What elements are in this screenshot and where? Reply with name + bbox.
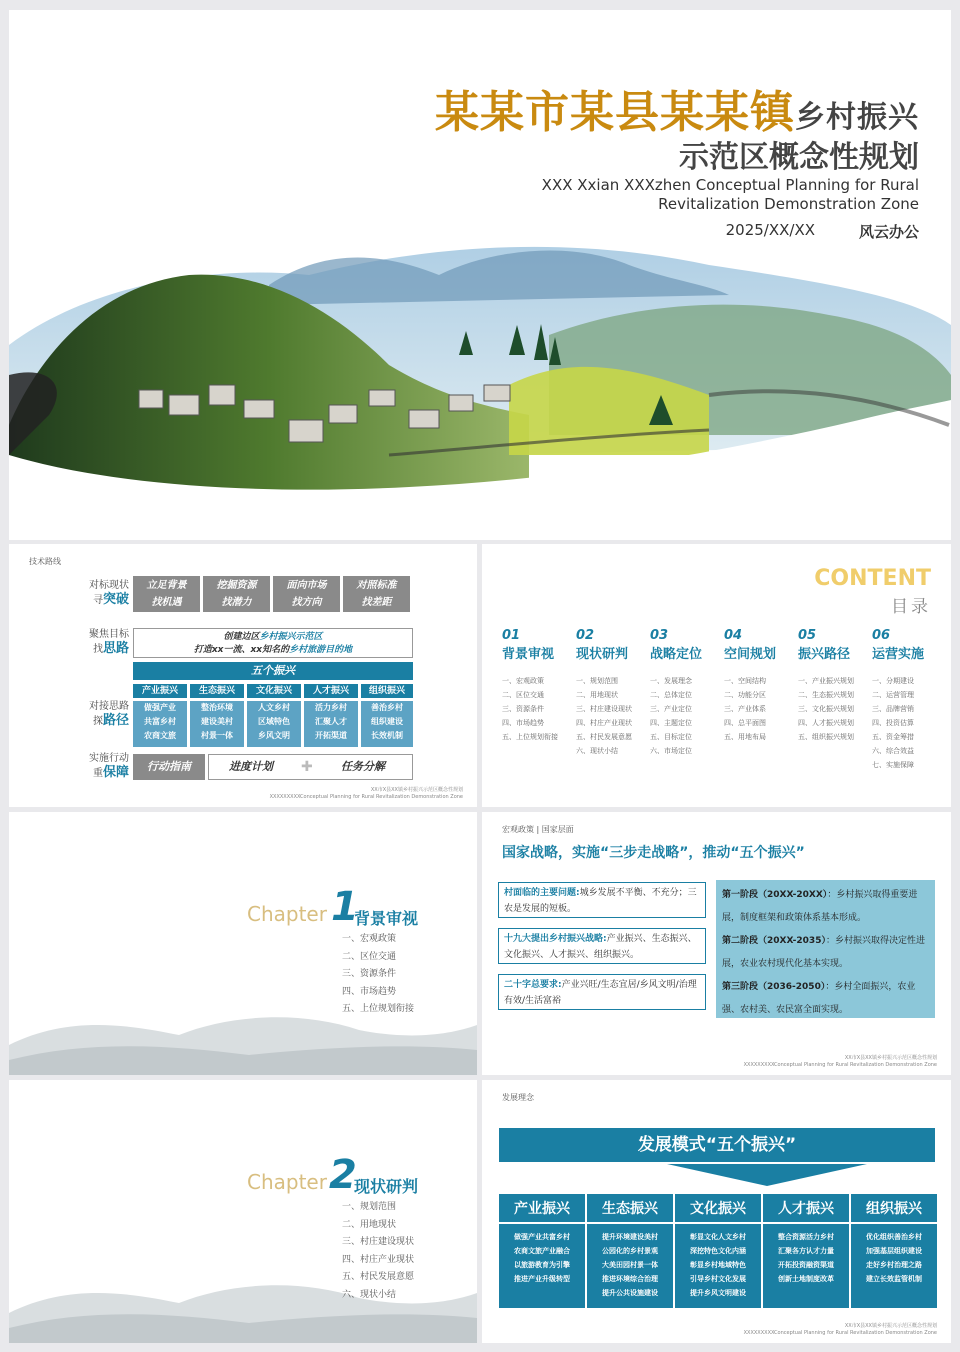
- policy-box-text: 产业兴旺/生态宜居/乡风文明/治理有效/生活富裕: [504, 980, 697, 1006]
- concept-line: 创新土地制度改革: [778, 1275, 834, 1283]
- route-box-line1: 挖掘资源: [216, 580, 257, 591]
- footer-source-en: XXXXXXXXXConceptual Planning for Rural Revitalization Demonstration Zone: [743, 1062, 937, 1068]
- toc-chapter[interactable]: [872, 628, 944, 772]
- task-breakdown-label: 任务分解: [341, 760, 385, 773]
- concept-line: 汇聚各方认才力量: [778, 1247, 834, 1255]
- concept-line: 推进产业升级转型: [514, 1275, 570, 1283]
- toc-item: 五、目标定位: [650, 733, 692, 741]
- five-col-item: 人文乡村: [258, 703, 290, 712]
- row-label-2: [49, 628, 129, 657]
- row-label-pre2: 寻: [92, 595, 103, 606]
- policy-box-text: 产业振兴、生态振兴、文化振兴、人才振兴、组织振兴。: [504, 934, 697, 960]
- goal-line1-highlight: 乡村振兴示范区: [259, 632, 323, 642]
- concept-column-head: 生态振兴: [587, 1194, 673, 1224]
- concept-line: 建立长效监管机制: [866, 1275, 922, 1283]
- policy-title: 国家战略，实施“三步走战略”，推动“五个振兴”: [502, 845, 805, 861]
- toc-item: 二、区位交通: [502, 691, 544, 699]
- route-box-2: [203, 576, 270, 612]
- toc-item: 一、发展理念: [650, 677, 692, 685]
- chapter-item: 三、资源条件: [342, 969, 397, 979]
- toc-item: 一、空间结构: [724, 677, 766, 685]
- toc-item: 五、村民发展意愿: [576, 733, 632, 741]
- footer-source-en: XXXXXXXXXConceptual Planning for Rural Revitalization Demonstration Zone: [743, 1330, 937, 1336]
- toc-item: 五、上位规划衔接: [502, 733, 558, 741]
- concept-column: [851, 1194, 937, 1308]
- five-col-body: [247, 701, 301, 747]
- concept-line: 农商文旅产业融合: [514, 1247, 570, 1255]
- chapter-number: 2: [329, 1152, 357, 1198]
- chapter-word: Chapter: [247, 902, 327, 926]
- five-col-item: 农商文旅: [144, 731, 176, 740]
- footer-source: [270, 787, 463, 801]
- five-col-item: 乡风文明: [258, 731, 290, 740]
- down-arrow-icon: [667, 1164, 867, 1186]
- footer-source-cn: XX市X县XX镇乡村振兴示范区概念性规划: [370, 787, 463, 793]
- footer-source-cn: XX市X县XX镇乡村振兴示范区概念性规划: [844, 1055, 937, 1061]
- chapter-item: 一、宏观政策: [342, 934, 397, 944]
- toc-item: 六、市场定位: [650, 747, 692, 755]
- tech-route-slide: [9, 544, 477, 807]
- toc-item: 六、综合效益: [872, 747, 914, 755]
- row-label-key: 突破: [102, 592, 129, 607]
- toc-item: 三、资源条件: [502, 705, 544, 713]
- concept-column-head: 组织振兴: [851, 1194, 937, 1224]
- five-col-item: 汇聚人才: [315, 717, 347, 726]
- chapter-item: 四、村庄产业现状: [342, 1254, 415, 1265]
- five-col-item: 善治乡村: [371, 703, 403, 712]
- stage-2: [722, 930, 929, 976]
- toc-item: 一、产业振兴规划: [798, 677, 854, 685]
- chapter-item: 二、用地现状: [342, 1219, 397, 1230]
- row-label-pre2: 找: [92, 644, 103, 655]
- toc-chapter[interactable]: [724, 628, 796, 744]
- concept-line: 走好乡村治理之路: [866, 1261, 922, 1269]
- concept-column: [763, 1194, 849, 1308]
- toc-chapter-number: 05: [798, 628, 817, 643]
- route-box-4: [343, 576, 410, 612]
- toc-chapter-title: 战略定位: [650, 647, 703, 662]
- row-label-pre: 聚焦目标: [89, 629, 129, 640]
- concept-label: 发展理念: [502, 1093, 534, 1102]
- toc-item: 二、功能分区: [724, 691, 766, 699]
- toc-chapter-number: 06: [872, 628, 891, 643]
- policy-box-key: 村面临的主要问题:: [504, 888, 580, 898]
- row-label-pre2: 探: [92, 716, 103, 727]
- policy-box-requirement: [498, 974, 706, 1010]
- plus-icon: ✚: [301, 759, 313, 775]
- toc-item: 二、运营管理: [872, 691, 914, 699]
- concept-column-body: [763, 1224, 849, 1292]
- five-col-head: 生态振兴: [190, 684, 244, 698]
- chapter2-slide: [9, 1080, 477, 1343]
- row-label-pre: 实施行动: [89, 753, 129, 764]
- toc-item: 三、品牌营销: [872, 705, 914, 713]
- policy-box-text: 城乡发展不平衡、不充分；三农是发展的短板。: [504, 888, 697, 914]
- toc-item: 四、村庄产业现状: [576, 719, 632, 727]
- chapter1-slide: [9, 812, 477, 1075]
- concept-line: 做强产业共富乡村: [514, 1233, 570, 1241]
- five-col-item: 村景一体: [201, 731, 233, 740]
- concept-column: [499, 1194, 585, 1308]
- policy-slide: [482, 812, 951, 1075]
- concept-line: 深挖特色文化内涵: [690, 1247, 746, 1255]
- toc-item: 三、村庄建设现状: [576, 705, 632, 713]
- concept-column-head: 人才振兴: [763, 1194, 849, 1224]
- concept-slide: [482, 1080, 951, 1343]
- cover-title-main: 某某市某县某某镇: [435, 87, 795, 138]
- toc-item: 三、产业体系: [724, 705, 766, 713]
- toc-chapter-title: 背景审视: [502, 647, 555, 662]
- toc-item: 七、实施保障: [872, 761, 914, 769]
- concept-column-body: [587, 1224, 673, 1306]
- toc-item: 五、组织振兴规划: [798, 733, 854, 741]
- cover-title: [435, 76, 919, 140]
- stage-1: [722, 884, 929, 930]
- five-revitalization-title: 五个振兴: [133, 662, 413, 680]
- toc-item: 六、现状小结: [576, 747, 618, 755]
- toc-item: 二、生态振兴规划: [798, 691, 854, 699]
- plan-task-box: [208, 754, 413, 780]
- toc-chapter-title: 空间规划: [724, 647, 777, 662]
- toc-item: 二、总体定位: [650, 691, 692, 699]
- concept-column: [587, 1194, 673, 1308]
- five-col-body: [304, 701, 358, 747]
- toc-item: 一、分期建设: [872, 677, 914, 685]
- chapter-item: 五、村民发展意愿: [342, 1272, 415, 1282]
- landscape-illustration: [9, 225, 951, 525]
- cover-title-line2: 示范区概念性规划: [679, 140, 919, 175]
- chapter-item: 一、规划范围: [342, 1202, 397, 1212]
- concept-line: 提升乡风文明建设: [690, 1289, 746, 1297]
- action-guide-box: 行动指南: [133, 754, 205, 780]
- five-col-item: 区域特色: [258, 717, 290, 726]
- toc-chapter[interactable]: [650, 628, 722, 758]
- concept-line: 整合资源活力乡村: [778, 1233, 834, 1241]
- chapter-item: 三、村庄建设现状: [342, 1237, 415, 1247]
- five-col-body: [133, 701, 187, 747]
- row-label-1: [49, 579, 129, 608]
- policy-box-strategy: [498, 928, 706, 964]
- goal-line1-pre: 创建边区: [223, 632, 260, 642]
- toc-item: 四、主题定位: [650, 719, 692, 727]
- progress-plan-label: 进度计划: [229, 760, 273, 773]
- five-col-item: 开拓渠道: [315, 731, 347, 740]
- toc-chapter-title: 振兴路径: [798, 647, 851, 662]
- route-box-line1: 立足背景: [146, 580, 187, 591]
- toc-chapter-number: 04: [724, 628, 743, 643]
- row-label-key: 保障: [102, 765, 129, 780]
- chapter-title: 现状研判: [354, 1177, 419, 1196]
- concept-line: 提升公共设施建设: [602, 1289, 658, 1297]
- concept-line: 优化组织善治乡村: [866, 1233, 922, 1241]
- cover-slide: [9, 10, 951, 540]
- stage-key: 第一阶段（20XX-20XX）: [722, 890, 828, 900]
- policy-box-problem: [498, 882, 706, 918]
- toc-item: 五、资金筹措: [872, 733, 914, 741]
- chapter-title: 背景审视: [354, 909, 419, 928]
- chapter-item: 五、上位规划衔接: [342, 1004, 415, 1014]
- goal-box: [133, 628, 413, 658]
- toc-chapter-number: 03: [650, 628, 669, 643]
- toc-item: 一、规划范围: [576, 677, 618, 685]
- cover-date: 2025/XX/XX: [725, 221, 815, 239]
- row-label-pre: 对接思路: [89, 701, 129, 712]
- toc-item: 二、用地现状: [576, 691, 618, 699]
- route-box-line1: 面向市场: [286, 580, 327, 591]
- chapter-number: 1: [331, 884, 359, 930]
- route-box-line1: 对照标准: [356, 580, 397, 591]
- row-label-pre2: 重: [92, 768, 103, 779]
- toc-chapter[interactable]: [576, 628, 648, 758]
- toc-item: 五、用地布局: [724, 733, 766, 741]
- five-col-head: 产业振兴: [133, 684, 187, 698]
- concept-line: 加强基层组织建设: [866, 1247, 922, 1255]
- toc-item: 四、投资估算: [872, 719, 914, 727]
- five-col-item: 建设美村: [201, 717, 233, 726]
- footer-source-cn: XX市X县XX镇乡村振兴示范区概念性规划: [844, 1323, 937, 1329]
- row-label-pre: 对标现状: [89, 580, 129, 591]
- concept-column-head: 产业振兴: [499, 1194, 585, 1224]
- footer-source-en: XXXXXXXXXConceptual Planning for Rural Revitalization Demonstration Zone: [269, 794, 463, 800]
- stage-text: ：乡村振兴取得重要进展，制度框架和政策体系基本形成。: [722, 890, 918, 923]
- five-col-item: 活力乡村: [315, 703, 347, 712]
- toc-item: 三、产业定位: [650, 705, 692, 713]
- route-box-line2: 找方向: [291, 597, 322, 608]
- concept-line: 引导乡村文化发展: [690, 1275, 746, 1283]
- policy-stages-box: [716, 880, 935, 1018]
- toc-item: 四、总平面图: [724, 719, 766, 727]
- chapter-item: 二、区位交通: [342, 951, 397, 962]
- five-col-head: 组织振兴: [361, 684, 413, 698]
- row-label-4: [49, 752, 129, 781]
- concept-line: 公园化的乡村景观: [602, 1247, 658, 1255]
- tech-route-label: 技术路线: [29, 557, 61, 566]
- cover-title-suffix: 乡村振兴: [795, 100, 919, 135]
- five-col-item: 做强产业: [144, 703, 176, 712]
- row-label-key: 思路: [102, 641, 129, 656]
- toc-chapter-title: 现状研判: [576, 647, 629, 662]
- five-col-head: 文化振兴: [247, 684, 301, 698]
- concept-line: 以旅游教育为引擎: [514, 1261, 570, 1269]
- concept-column-body: [675, 1224, 761, 1306]
- footer-source: [744, 1323, 937, 1337]
- concept-line: 提升环境建设美村: [602, 1233, 658, 1241]
- five-col-item: 共富乡村: [144, 717, 176, 726]
- toc-item: 三、文化振兴规划: [798, 705, 854, 713]
- row-label-key: 路径: [102, 713, 129, 728]
- goal-line2-pre: 打造xx一流、xx知名的: [193, 645, 290, 655]
- chapter-item: 六、现状小结: [342, 1289, 397, 1300]
- concept-line: 彰显乡村地域特色: [690, 1261, 746, 1269]
- policy-box-key: 二十字总要求:: [504, 980, 562, 990]
- cover-organization: 风云办公: [858, 223, 919, 241]
- concept-column-body: [499, 1224, 585, 1292]
- toc-chapter-title: 运营实施: [872, 647, 925, 662]
- contents-title-cn: 目录: [891, 597, 931, 617]
- five-col-item: 整治环境: [201, 703, 233, 712]
- stage-3: [722, 976, 929, 1022]
- contents-slide: [482, 544, 951, 807]
- route-box-3: [273, 576, 340, 612]
- five-col-item: 组织建设: [371, 717, 403, 726]
- chapter-word: Chapter: [247, 1170, 327, 1194]
- stage-key: 第二阶段（20XX-2035）: [722, 936, 826, 946]
- route-box-line2: 找机遇: [151, 597, 182, 608]
- chapter-items: [342, 931, 414, 1019]
- concept-column-head: 文化振兴: [675, 1194, 761, 1224]
- stage-text: ：乡村振兴取得决定性进展，农业农村现代化基本实现。: [722, 936, 925, 969]
- concept-line: 开拓投资融资渠道: [778, 1261, 834, 1269]
- policy-label: 宏观政策 | 国家层面: [502, 825, 574, 834]
- concept-column: [675, 1194, 761, 1308]
- toc-item: 一、宏观政策: [502, 677, 544, 685]
- route-box-line2: 找差距: [361, 597, 392, 608]
- contents-title-en: CONTENT: [814, 566, 931, 591]
- stage-key: 第三阶段（2036-2050）: [722, 982, 826, 992]
- concept-line: 推进环境综合治理: [602, 1275, 658, 1283]
- five-col-body: [190, 701, 244, 747]
- toc-item: 四、市场趋势: [502, 719, 544, 727]
- toc-chapter[interactable]: [502, 628, 574, 744]
- chapter-item: 四、市场趋势: [342, 986, 397, 997]
- concept-banner: 发展模式“五个振兴”: [499, 1128, 935, 1162]
- footer-source: [744, 1055, 937, 1069]
- concept-line: 彰显文化人文乡村: [690, 1233, 746, 1241]
- toc-chapter-number: 02: [576, 628, 595, 643]
- concept-line: 大美田园村景一体: [602, 1261, 658, 1269]
- five-col-body: [361, 701, 413, 747]
- chapter-items: [342, 1199, 414, 1304]
- cover-english-title: XXX Xxian XXXzhen Conceptual Planning for Rural Revitalization Demonstration Zone: [541, 176, 919, 213]
- policy-box-key: 十九大提出乡村振兴战略:: [504, 934, 607, 944]
- row-label-3: [49, 700, 129, 729]
- five-col-head: 人才振兴: [304, 684, 358, 698]
- stage-text: ：乡村全面振兴，农业强、农村美、农民富全面实现。: [722, 982, 916, 1015]
- route-box-line2: 找潜力: [221, 597, 252, 608]
- route-box-1: [133, 576, 200, 612]
- toc-chapter-number: 01: [502, 628, 521, 643]
- goal-line2-highlight: 乡村旅游目的地: [289, 645, 353, 655]
- toc-chapter[interactable]: [798, 628, 870, 744]
- concept-column-body: [851, 1224, 937, 1292]
- toc-item: 四、人才振兴规划: [798, 719, 854, 727]
- five-col-item: 长效机制: [371, 731, 403, 740]
